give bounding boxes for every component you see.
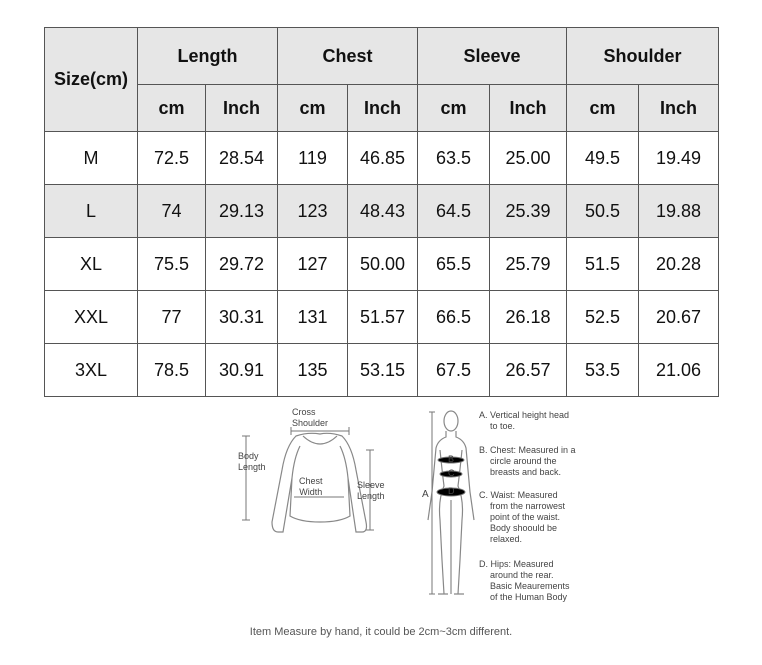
label-line: Body xyxy=(238,451,259,461)
value-cell: 46.85 xyxy=(348,132,418,185)
marker-c: C xyxy=(448,468,455,478)
value-cell: 25.79 xyxy=(490,238,567,291)
size-cell: XXL xyxy=(45,291,138,344)
note-line: breasts and back. xyxy=(490,467,562,477)
value-cell: 25.00 xyxy=(490,132,567,185)
shoulder-header: Shoulder xyxy=(567,28,719,85)
note-line: around the rear. xyxy=(490,570,554,580)
note-d xyxy=(479,559,570,603)
note-line: from the narrowest xyxy=(490,501,566,511)
unit-header: cm xyxy=(278,85,348,132)
marker-b: B xyxy=(448,454,455,464)
value-cell: 51.57 xyxy=(348,291,418,344)
value-cell: 29.72 xyxy=(206,238,278,291)
note-line: C. Waist: Measured xyxy=(479,490,558,500)
size-header: Size(cm) xyxy=(45,28,138,132)
note-a xyxy=(479,410,569,432)
label-line: Shoulder xyxy=(292,418,329,428)
unit-header: Inch xyxy=(206,85,278,132)
note-line: B. Chest: Measured in a xyxy=(479,445,576,455)
unit-header: Inch xyxy=(490,85,567,132)
value-cell: 66.5 xyxy=(418,291,490,344)
human-body-illustration xyxy=(428,411,474,594)
value-cell: 26.57 xyxy=(490,344,567,397)
value-cell: 135 xyxy=(278,344,348,397)
unit-header: Inch xyxy=(639,85,719,132)
size-cell: M xyxy=(45,132,138,185)
chest-width-label xyxy=(299,476,323,498)
value-cell: 20.67 xyxy=(639,291,719,344)
value-cell: 64.5 xyxy=(418,185,490,238)
label-line: Width xyxy=(299,487,323,497)
label-line: Length xyxy=(357,491,385,501)
size-cell: 3XL xyxy=(45,344,138,397)
note-line: A. Vertical height head xyxy=(479,410,570,420)
note-line: to toe. xyxy=(490,421,516,431)
size-cell: L xyxy=(45,185,138,238)
unit-header: cm xyxy=(138,85,206,132)
sleeve-header: Sleeve xyxy=(418,28,567,85)
value-cell: 63.5 xyxy=(418,132,490,185)
label-line: Chest xyxy=(299,476,323,486)
value-cell: 20.28 xyxy=(639,238,719,291)
length-header: Length xyxy=(138,28,278,85)
value-cell: 65.5 xyxy=(418,238,490,291)
value-cell: 19.88 xyxy=(639,185,719,238)
note-line: circle around the xyxy=(490,456,557,466)
value-cell: 53.15 xyxy=(348,344,418,397)
note-c xyxy=(479,490,565,545)
value-cell: 26.18 xyxy=(490,291,567,344)
sleeve-length-label xyxy=(357,480,385,502)
value-cell: 72.5 xyxy=(138,132,206,185)
value-cell: 19.49 xyxy=(639,132,719,185)
value-cell: 131 xyxy=(278,291,348,344)
value-cell: 119 xyxy=(278,132,348,185)
value-cell: 52.5 xyxy=(567,291,639,344)
value-cell: 67.5 xyxy=(418,344,490,397)
note-b xyxy=(479,445,576,478)
value-cell: 48.43 xyxy=(348,185,418,238)
value-cell: 30.91 xyxy=(206,344,278,397)
value-cell: 74 xyxy=(138,185,206,238)
value-cell: 50.00 xyxy=(348,238,418,291)
value-cell: 53.5 xyxy=(567,344,639,397)
chest-header: Chest xyxy=(278,28,418,85)
value-cell: 30.31 xyxy=(206,291,278,344)
body-length-label xyxy=(238,451,266,473)
label-line: Length xyxy=(238,462,266,472)
note-line: D. Hips: Measured xyxy=(479,559,554,569)
note-line: relaxed. xyxy=(490,534,523,544)
marker-d: D xyxy=(448,486,455,496)
label-line: Sleeve xyxy=(357,480,385,490)
unit-header: cm xyxy=(567,85,639,132)
measurement-footnote: Item Measure by hand, it could be 2cm~3cm different. xyxy=(249,626,513,638)
value-cell: 123 xyxy=(278,185,348,238)
value-cell: 25.39 xyxy=(490,185,567,238)
value-cell: 75.5 xyxy=(138,238,206,291)
value-cell: 77 xyxy=(138,291,206,344)
value-cell: 29.13 xyxy=(206,185,278,238)
unit-header: cm xyxy=(418,85,490,132)
value-cell: 50.5 xyxy=(567,185,639,238)
value-cell: 49.5 xyxy=(567,132,639,185)
note-line: of the Human Body xyxy=(490,592,568,602)
note-line: Basic Meaurements xyxy=(490,581,570,591)
label-line: Cross xyxy=(292,407,316,417)
unit-header: Inch xyxy=(348,85,418,132)
note-line: point of the waist. xyxy=(490,512,561,522)
size-cell: XL xyxy=(45,238,138,291)
cross-shoulder-label xyxy=(292,407,328,429)
value-cell: 21.06 xyxy=(639,344,719,397)
value-cell: 78.5 xyxy=(138,344,206,397)
value-cell: 127 xyxy=(278,238,348,291)
note-line: Body shoould be xyxy=(490,523,558,533)
marker-a: A xyxy=(422,489,429,500)
value-cell: 51.5 xyxy=(567,238,639,291)
value-cell: 28.54 xyxy=(206,132,278,185)
